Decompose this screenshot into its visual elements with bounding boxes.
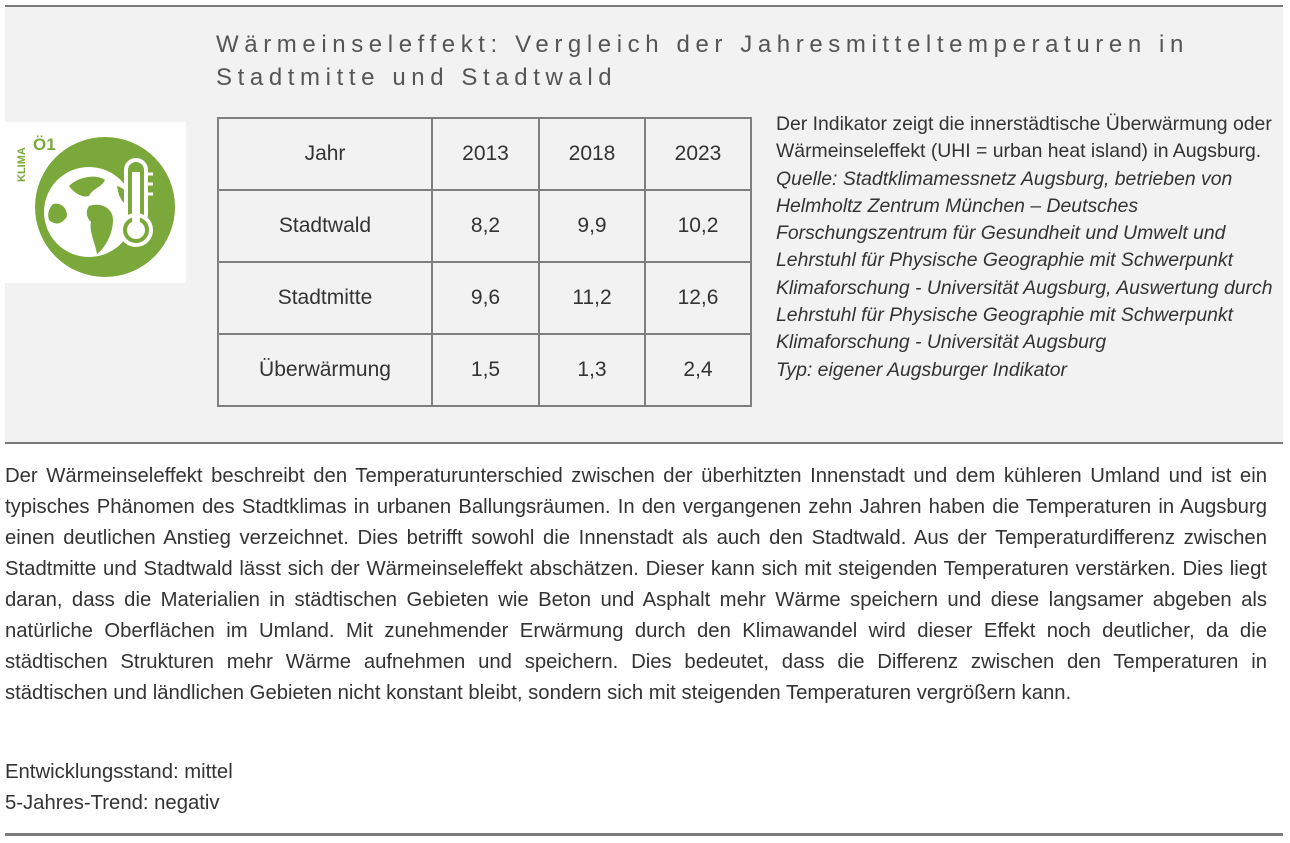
table-cell: 9,6: [432, 262, 539, 334]
indicator-info: [776, 111, 1276, 384]
klima-logo: [5, 122, 186, 283]
indicator-source: Quelle: Stadtklimamessnetz Augsburg, betrieben von Helmholtz Zentrum München – Deutsches Forschungszentrum für Gesundheit und Umwelt und Lehrstuhl für Physische Geographie mit Schwerpunkt Klimaforschung - Universität Augsburg, Auswertung durch Lehrstuhl für Physische Geographie mit Schwerpunkt Klimaforschung - Universität Augsburg: [776, 167, 1273, 354]
table-header-cell: 2018: [539, 118, 645, 190]
table-cell: 1,5: [432, 334, 539, 406]
table-row: [218, 334, 751, 406]
indicator-type: Typ: eigener Augsburger Indikator: [776, 358, 1068, 381]
table-cell: 10,2: [645, 190, 751, 262]
logo-code: Ö1: [33, 135, 56, 154]
table-cell: 9,9: [539, 190, 645, 262]
table-header-cell: 2013: [432, 118, 539, 190]
table-cell: 8,2: [432, 190, 539, 262]
row-label: Stadtwald: [218, 190, 432, 262]
table-cell: 2,4: [645, 334, 751, 406]
header-divider: [5, 442, 1283, 444]
table-cell: 12,6: [645, 262, 751, 334]
row-label: Überwärmung: [218, 334, 432, 406]
bottom-rule: [5, 833, 1283, 836]
table-cell: 1,3: [539, 334, 645, 406]
table-cell: 11,2: [539, 262, 645, 334]
indicator-description: Der Indikator zeigt die innerstädtische Überwärmung oder Wärmeinseleffekt (UHI = urban heat island) in Augsburg.: [776, 113, 1272, 163]
table-row: [218, 262, 751, 334]
trend-text: 5-Jahres-Trend: negativ: [5, 792, 220, 814]
table-header-cell: 2023: [645, 118, 751, 190]
table-header-cell: Jahr: [218, 118, 432, 190]
entwicklungsstand-text: Entwicklungsstand: mittel: [5, 761, 233, 783]
logo-label: KLIMA: [16, 147, 28, 182]
temperature-table: [217, 117, 752, 407]
table-row: [218, 190, 751, 262]
globe-thermometer-icon: [5, 122, 186, 283]
page-title: Wärmeinseleffekt: Vergleich der Jahresmitteltemperaturen in Stadtmitte und Stadtwald: [216, 31, 1189, 91]
body-paragraph: Der Wärmeinseleffekt beschreibt den Temperaturunterschied zwischen der überhitzten Innenstadt und dem kühleren Umland und ist ein typisches Phänomen des Stadtklimas in urbanen Ballungsräumen. In den vergangenen zehn Jahren haben die Temperaturen in Augsburg einen deutlichen Anstieg verzeichnet. Dies betrifft sowohl die Innenstadt als auch den Stadtwald. Aus der Temperaturdifferenz zwischen Stadtmitte und Stadtwald lässt sich der Wärmeinseleffekt abschätzen. Dieser kann sich mit steigenden Temperaturen verstärken. Dies liegt daran, dass die Materialien in städtischen Gebieten wie Beton und Asphalt mehr Wärme speichern und diese langsamer abgeben als natürliche Oberflächen im Umland. Mit zunehmender Erwärmung durch den Klimawandel wird dieser Effekt noch deutlicher, da die städtischen Strukturen mehr Wärme aufnehmen und speichern. Dies bedeutet, dass die Differenz zwischen den Temperaturen in städtischen und ländlichen Gebieten nicht konstant bleibt, sondern sich mit steigenden Temperaturen vergrößern kann.: [5, 465, 1267, 704]
row-label: Stadtmitte: [218, 262, 432, 334]
table-header-row: [218, 118, 751, 190]
